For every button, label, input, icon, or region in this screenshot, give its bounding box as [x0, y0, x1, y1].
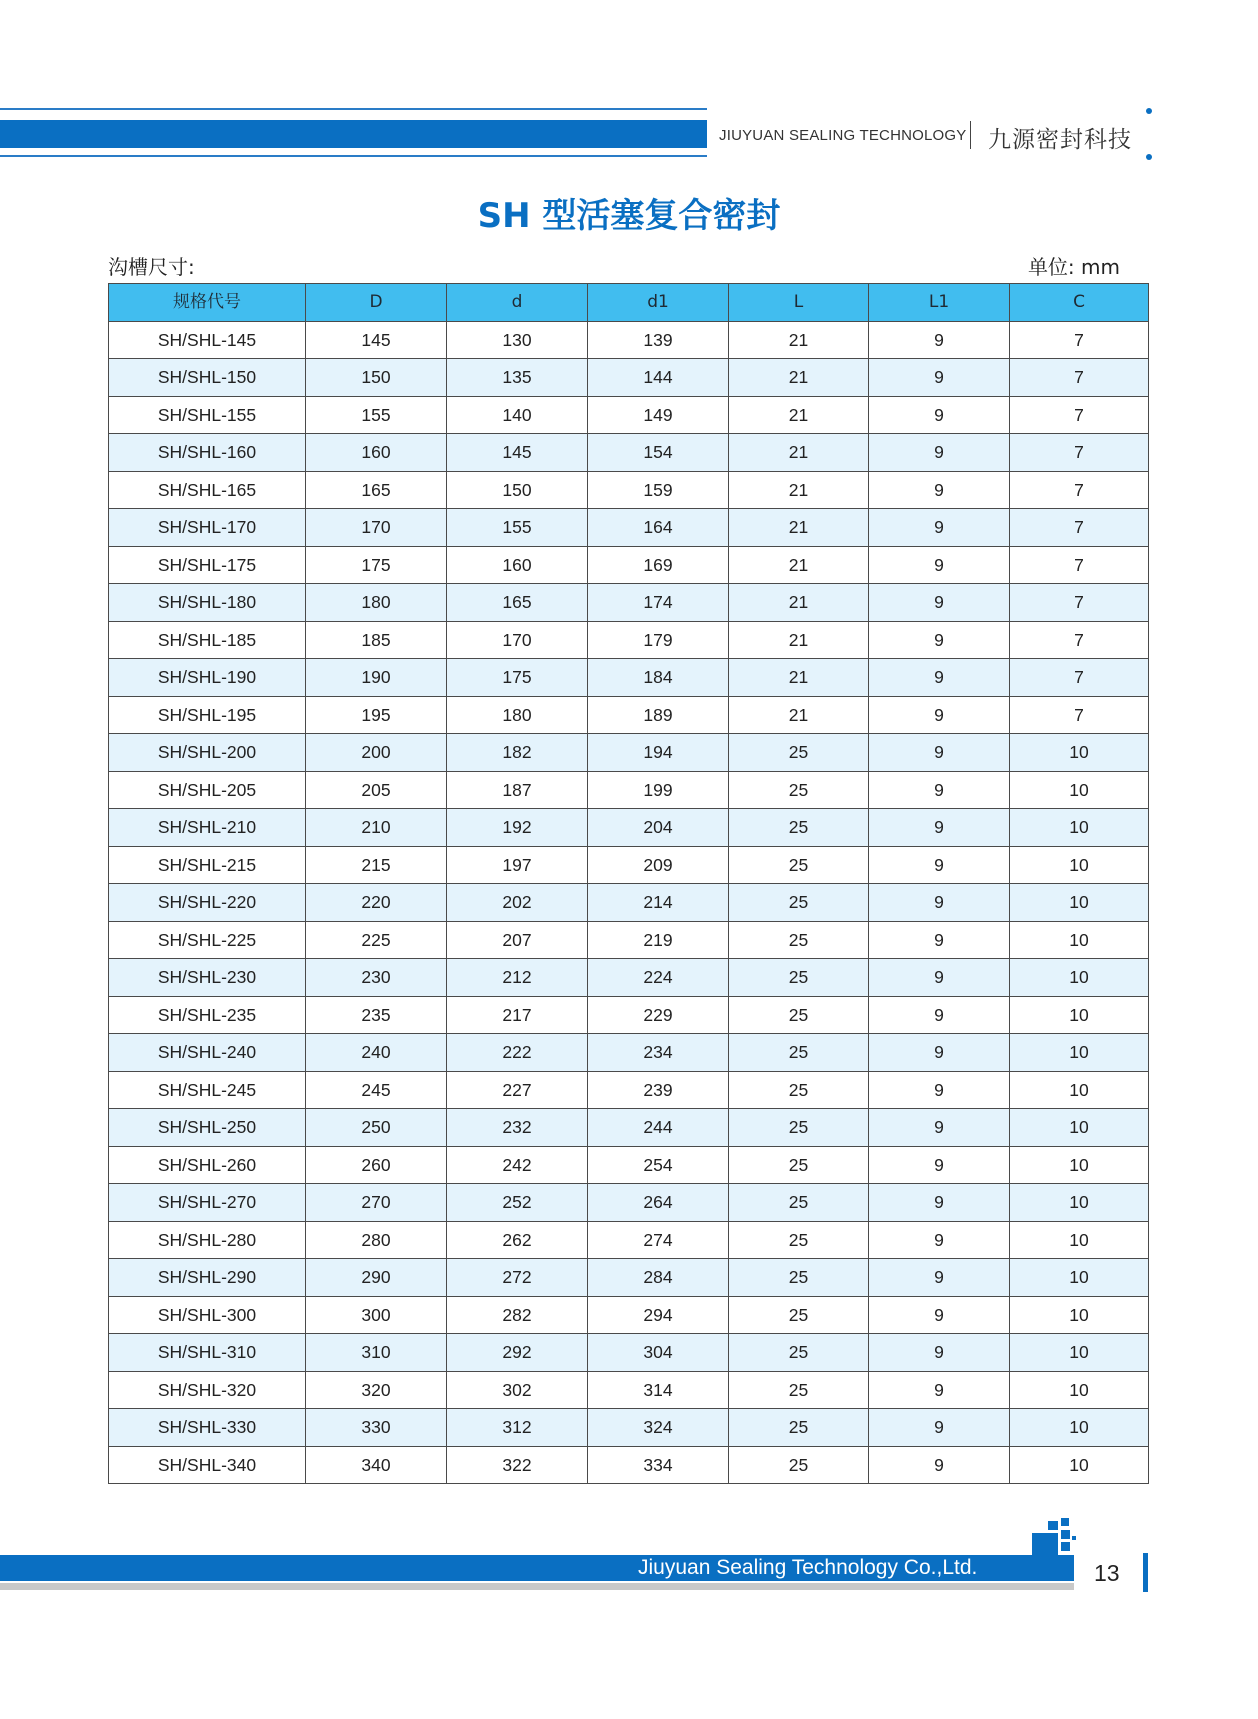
- table-cell: 302: [447, 1371, 588, 1409]
- table-cell: SH/SHL-340: [109, 1446, 306, 1484]
- table-cell: 25: [729, 771, 869, 809]
- table-cell: 140: [447, 396, 588, 434]
- table-cell: 25: [729, 884, 869, 922]
- unit-label: 单位: mm: [1027, 255, 1120, 279]
- column-header: C: [1010, 284, 1149, 322]
- table-row: [109, 921, 1149, 959]
- table-cell: 25: [729, 1109, 869, 1147]
- table-row: [109, 321, 1149, 359]
- table-cell: 314: [588, 1371, 729, 1409]
- table-cell: 25: [729, 1184, 869, 1222]
- table-row: [109, 696, 1149, 734]
- table-row: [109, 846, 1149, 884]
- table-cell: 10: [1010, 1184, 1149, 1222]
- table-cell: 9: [869, 1371, 1010, 1409]
- table-cell: 7: [1010, 396, 1149, 434]
- column-header: d1: [588, 284, 729, 322]
- table-cell: 192: [447, 809, 588, 847]
- table-cell: SH/SHL-330: [109, 1409, 306, 1447]
- table-cell: 199: [588, 771, 729, 809]
- table-cell: SH/SHL-150: [109, 359, 306, 397]
- table-cell: 340: [306, 1446, 447, 1484]
- table-cell: 25: [729, 734, 869, 772]
- table-cell: 9: [869, 509, 1010, 547]
- table-cell: 9: [869, 321, 1010, 359]
- table-cell: 215: [306, 846, 447, 884]
- header-company-cn: 九源密封科技: [988, 127, 1132, 153]
- table-cell: 9: [869, 696, 1010, 734]
- table-cell: 227: [447, 1071, 588, 1109]
- table-cell: SH/SHL-205: [109, 771, 306, 809]
- table-cell: 212: [447, 959, 588, 997]
- table-cell: 9: [869, 1221, 1010, 1259]
- table-cell: 9: [869, 884, 1010, 922]
- table-cell: 10: [1010, 1071, 1149, 1109]
- table-cell: 234: [588, 1034, 729, 1072]
- table-cell: 130: [447, 321, 588, 359]
- table-cell: 9: [869, 1296, 1010, 1334]
- table-cell: 165: [306, 471, 447, 509]
- table-row: [109, 771, 1149, 809]
- table-cell: 9: [869, 996, 1010, 1034]
- table-cell: 25: [729, 1146, 869, 1184]
- table-cell: 7: [1010, 621, 1149, 659]
- column-header: L1: [869, 284, 1010, 322]
- table-row: [109, 659, 1149, 697]
- page-number-bar: [1143, 1553, 1148, 1592]
- table-cell: 165: [447, 584, 588, 622]
- column-header: 规格代号: [109, 284, 306, 322]
- table-cell: 214: [588, 884, 729, 922]
- table-cell: 145: [306, 321, 447, 359]
- table-cell: 204: [588, 809, 729, 847]
- table-cell: SH/SHL-245: [109, 1071, 306, 1109]
- table-cell: 25: [729, 1334, 869, 1372]
- table-cell: 235: [306, 996, 447, 1034]
- table-cell: 300: [306, 1296, 447, 1334]
- table-cell: 7: [1010, 359, 1149, 397]
- table-cell: 245: [306, 1071, 447, 1109]
- table-cell: 9: [869, 846, 1010, 884]
- table-cell: 9: [869, 1146, 1010, 1184]
- table-cell: 9: [869, 584, 1010, 622]
- table-row: [109, 1109, 1149, 1147]
- footer-company: Jiuyuan Sealing Technology Co.,Ltd.: [638, 1556, 978, 1579]
- table-cell: 10: [1010, 996, 1149, 1034]
- table-cell: 240: [306, 1034, 447, 1072]
- table-cell: 7: [1010, 509, 1149, 547]
- footer-gray-strip: [0, 1583, 1074, 1590]
- table-cell: 7: [1010, 584, 1149, 622]
- table-cell: 25: [729, 921, 869, 959]
- table-cell: 10: [1010, 1296, 1149, 1334]
- table-cell: 10: [1010, 809, 1149, 847]
- table-cell: SH/SHL-260: [109, 1146, 306, 1184]
- table-cell: 21: [729, 509, 869, 547]
- table-row: [109, 546, 1149, 584]
- table-cell: 280: [306, 1221, 447, 1259]
- table-cell: 175: [447, 659, 588, 697]
- table-cell: 159: [588, 471, 729, 509]
- table-cell: 144: [588, 359, 729, 397]
- table-cell: 270: [306, 1184, 447, 1222]
- table-cell: 9: [869, 1071, 1010, 1109]
- table-row: [109, 509, 1149, 547]
- page-title: SH 型活塞复合密封: [477, 196, 781, 236]
- table-cell: 10: [1010, 1334, 1149, 1372]
- table-cell: 197: [447, 846, 588, 884]
- table-cell: 10: [1010, 1446, 1149, 1484]
- table-cell: 25: [729, 1371, 869, 1409]
- table-cell: 242: [447, 1146, 588, 1184]
- table-cell: 170: [306, 509, 447, 547]
- table-cell: 9: [869, 359, 1010, 397]
- table-row: [109, 809, 1149, 847]
- table-cell: SH/SHL-280: [109, 1221, 306, 1259]
- table-cell: 324: [588, 1409, 729, 1447]
- table-cell: 334: [588, 1446, 729, 1484]
- table-cell: 10: [1010, 921, 1149, 959]
- table-cell: 154: [588, 434, 729, 472]
- table-cell: SH/SHL-290: [109, 1259, 306, 1297]
- table-cell: 304: [588, 1334, 729, 1372]
- table-cell: 9: [869, 1034, 1010, 1072]
- table-cell: 10: [1010, 884, 1149, 922]
- table-cell: SH/SHL-175: [109, 546, 306, 584]
- table-cell: 190: [306, 659, 447, 697]
- table-row: [109, 1184, 1149, 1222]
- table-cell: 155: [306, 396, 447, 434]
- table-cell: SH/SHL-145: [109, 321, 306, 359]
- table-cell: 9: [869, 1334, 1010, 1372]
- table-cell: 9: [869, 734, 1010, 772]
- table-row: [109, 1371, 1149, 1409]
- table-cell: 9: [869, 959, 1010, 997]
- table-row: [109, 584, 1149, 622]
- table-row: [109, 1221, 1149, 1259]
- table-cell: 220: [306, 884, 447, 922]
- table-cell: 260: [306, 1146, 447, 1184]
- table-cell: 252: [447, 1184, 588, 1222]
- table-cell: 21: [729, 659, 869, 697]
- table-cell: SH/SHL-185: [109, 621, 306, 659]
- table-cell: SH/SHL-310: [109, 1334, 306, 1372]
- table-cell: 10: [1010, 846, 1149, 884]
- table-cell: 239: [588, 1071, 729, 1109]
- table-cell: 9: [869, 659, 1010, 697]
- table-cell: 322: [447, 1446, 588, 1484]
- table-cell: SH/SHL-270: [109, 1184, 306, 1222]
- table-cell: SH/SHL-165: [109, 471, 306, 509]
- table-cell: 244: [588, 1109, 729, 1147]
- table-cell: 180: [306, 584, 447, 622]
- table-cell: 10: [1010, 1409, 1149, 1447]
- table-cell: 182: [447, 734, 588, 772]
- table-cell: 25: [729, 809, 869, 847]
- table-cell: 9: [869, 1259, 1010, 1297]
- table-cell: 9: [869, 809, 1010, 847]
- table-cell: 9: [869, 1109, 1010, 1147]
- table-cell: 184: [588, 659, 729, 697]
- table-cell: SH/SHL-180: [109, 584, 306, 622]
- header-separator: [970, 121, 971, 149]
- table-cell: 174: [588, 584, 729, 622]
- table-cell: 292: [447, 1334, 588, 1372]
- table-cell: 10: [1010, 1371, 1149, 1409]
- table-cell: SH/SHL-225: [109, 921, 306, 959]
- header-dot: [1146, 154, 1152, 160]
- table-cell: 180: [447, 696, 588, 734]
- table-cell: 9: [869, 1446, 1010, 1484]
- table-cell: 205: [306, 771, 447, 809]
- table-cell: 21: [729, 359, 869, 397]
- table-cell: 7: [1010, 546, 1149, 584]
- table-cell: 7: [1010, 434, 1149, 472]
- table-cell: 149: [588, 396, 729, 434]
- header-rule-bottom: [0, 155, 707, 157]
- table-cell: 282: [447, 1296, 588, 1334]
- table-cell: 264: [588, 1184, 729, 1222]
- table-cell: 21: [729, 471, 869, 509]
- table-cell: 222: [447, 1034, 588, 1072]
- table-cell: 164: [588, 509, 729, 547]
- table-cell: 330: [306, 1409, 447, 1447]
- table-cell: 272: [447, 1259, 588, 1297]
- table-cell: 170: [447, 621, 588, 659]
- table-cell: 21: [729, 584, 869, 622]
- table-cell: 189: [588, 696, 729, 734]
- table-cell: 160: [447, 546, 588, 584]
- table-cell: 9: [869, 1409, 1010, 1447]
- table-cell: 210: [306, 809, 447, 847]
- table-cell: 25: [729, 1296, 869, 1334]
- table-cell: 21: [729, 696, 869, 734]
- table-cell: 21: [729, 321, 869, 359]
- table-cell: SH/SHL-240: [109, 1034, 306, 1072]
- groove-label: 沟槽尺寸:: [108, 255, 195, 279]
- table-cell: SH/SHL-220: [109, 884, 306, 922]
- table-cell: 310: [306, 1334, 447, 1372]
- table-cell: SH/SHL-160: [109, 434, 306, 472]
- table-cell: 207: [447, 921, 588, 959]
- table-cell: 21: [729, 546, 869, 584]
- page-number: 13: [1094, 1560, 1120, 1586]
- table-cell: 262: [447, 1221, 588, 1259]
- table-cell: 7: [1010, 696, 1149, 734]
- table-row: [109, 734, 1149, 772]
- table-cell: SH/SHL-210: [109, 809, 306, 847]
- table-cell: 209: [588, 846, 729, 884]
- table-cell: 312: [447, 1409, 588, 1447]
- table-cell: 25: [729, 1221, 869, 1259]
- table-cell: 202: [447, 884, 588, 922]
- table-cell: 194: [588, 734, 729, 772]
- table-cell: 10: [1010, 1259, 1149, 1297]
- header-company-en: JIUYUAN SEALING TECHNOLOGY: [719, 127, 967, 144]
- column-header: d: [447, 284, 588, 322]
- header-dot: [1146, 108, 1152, 114]
- table-cell: 290: [306, 1259, 447, 1297]
- table-cell: 187: [447, 771, 588, 809]
- table-cell: 225: [306, 921, 447, 959]
- table-cell: 155: [447, 509, 588, 547]
- table-cell: 145: [447, 434, 588, 472]
- table-cell: 217: [447, 996, 588, 1034]
- table-cell: 21: [729, 396, 869, 434]
- table-cell: 25: [729, 1071, 869, 1109]
- table-cell: 224: [588, 959, 729, 997]
- table-row: [109, 959, 1149, 997]
- table-cell: SH/SHL-170: [109, 509, 306, 547]
- header-band: [0, 120, 707, 148]
- table-cell: 320: [306, 1371, 447, 1409]
- table-row: [109, 471, 1149, 509]
- table-cell: 284: [588, 1259, 729, 1297]
- table-cell: 230: [306, 959, 447, 997]
- table-row: [109, 1071, 1149, 1109]
- table-cell: 9: [869, 396, 1010, 434]
- table-cell: 185: [306, 621, 447, 659]
- table-cell: SH/SHL-195: [109, 696, 306, 734]
- table-cell: 160: [306, 434, 447, 472]
- table-row: [109, 1334, 1149, 1372]
- table-cell: 169: [588, 546, 729, 584]
- table-cell: 25: [729, 1446, 869, 1484]
- table-cell: 9: [869, 771, 1010, 809]
- table-cell: 139: [588, 321, 729, 359]
- table-cell: SH/SHL-300: [109, 1296, 306, 1334]
- spec-table: [108, 283, 1149, 1484]
- table-cell: 25: [729, 1034, 869, 1072]
- table-row: [109, 359, 1149, 397]
- table-cell: 9: [869, 1184, 1010, 1222]
- table-cell: 9: [869, 621, 1010, 659]
- footer-logo-icon: [1032, 1518, 1076, 1556]
- table-cell: 7: [1010, 659, 1149, 697]
- table-cell: 9: [869, 921, 1010, 959]
- table-cell: 10: [1010, 959, 1149, 997]
- table-cell: 219: [588, 921, 729, 959]
- table-cell: 9: [869, 471, 1010, 509]
- table-cell: 150: [306, 359, 447, 397]
- table-cell: 10: [1010, 771, 1149, 809]
- table-cell: 25: [729, 1409, 869, 1447]
- table-cell: 25: [729, 996, 869, 1034]
- table-row: [109, 996, 1149, 1034]
- table-cell: 254: [588, 1146, 729, 1184]
- table-header-row: [109, 284, 1149, 322]
- table-cell: 25: [729, 1259, 869, 1297]
- table-cell: 294: [588, 1296, 729, 1334]
- table-cell: 179: [588, 621, 729, 659]
- table-row: [109, 1034, 1149, 1072]
- header-rule-top: [0, 108, 707, 110]
- table-cell: 195: [306, 696, 447, 734]
- table-cell: 175: [306, 546, 447, 584]
- column-header: L: [729, 284, 869, 322]
- table-cell: SH/SHL-155: [109, 396, 306, 434]
- table-row: [109, 621, 1149, 659]
- table-cell: 10: [1010, 1221, 1149, 1259]
- table-cell: 200: [306, 734, 447, 772]
- table-cell: 10: [1010, 1109, 1149, 1147]
- table-cell: SH/SHL-215: [109, 846, 306, 884]
- table-body: [109, 321, 1149, 1484]
- table-cell: SH/SHL-200: [109, 734, 306, 772]
- table-row: [109, 1296, 1149, 1334]
- table-cell: 250: [306, 1109, 447, 1147]
- table-row: [109, 1446, 1149, 1484]
- column-header: D: [306, 284, 447, 322]
- table-cell: 7: [1010, 321, 1149, 359]
- table-cell: 7: [1010, 471, 1149, 509]
- table-cell: SH/SHL-235: [109, 996, 306, 1034]
- table-cell: 9: [869, 434, 1010, 472]
- table-cell: SH/SHL-190: [109, 659, 306, 697]
- table-cell: SH/SHL-320: [109, 1371, 306, 1409]
- table-cell: 229: [588, 996, 729, 1034]
- table-cell: 25: [729, 959, 869, 997]
- table-row: [109, 434, 1149, 472]
- table-row: [109, 884, 1149, 922]
- table-cell: 21: [729, 434, 869, 472]
- table-cell: 274: [588, 1221, 729, 1259]
- table-cell: SH/SHL-250: [109, 1109, 306, 1147]
- table-cell: 135: [447, 359, 588, 397]
- table-cell: 21: [729, 621, 869, 659]
- table-row: [109, 1146, 1149, 1184]
- table-cell: 150: [447, 471, 588, 509]
- table-row: [109, 396, 1149, 434]
- table-cell: 9: [869, 546, 1010, 584]
- table-cell: SH/SHL-230: [109, 959, 306, 997]
- table-cell: 10: [1010, 1034, 1149, 1072]
- table-cell: 232: [447, 1109, 588, 1147]
- table-cell: 10: [1010, 734, 1149, 772]
- table-row: [109, 1259, 1149, 1297]
- table-row: [109, 1409, 1149, 1447]
- table-cell: 25: [729, 846, 869, 884]
- table-cell: 10: [1010, 1146, 1149, 1184]
